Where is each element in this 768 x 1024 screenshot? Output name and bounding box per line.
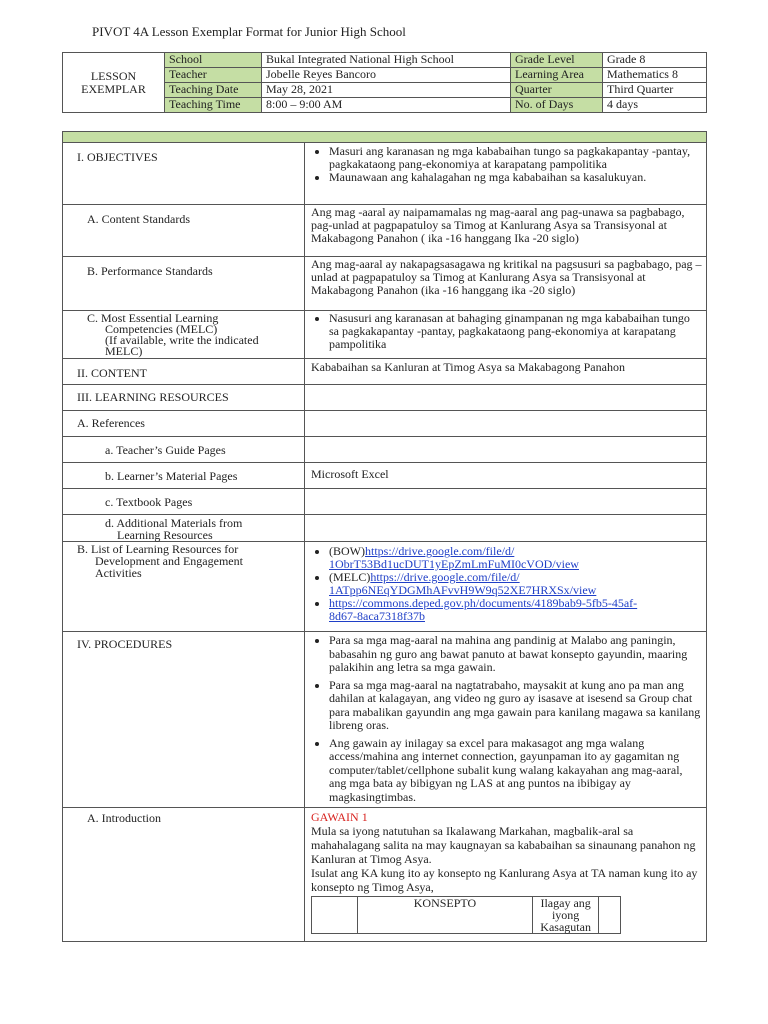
teachers-guide-label: a. Teacher’s Guide Pages [105,443,226,457]
gawain-title: GAWAIN 1 [311,810,368,824]
list-item: • Nasusuri ang karanasan at bahaging ginampanan ng mga kababaihan tungo sa pagkakapantay -pantay, pagkakataong pang-ekonomiya at karapatang pampolitika [329,312,702,351]
introduction-content [305,808,706,934]
grade-level-value: Grade 8 [603,53,707,68]
procedures-list [305,632,706,804]
melc-link[interactable]: https://drive.google.com/file/d/ 1ATpp6NEqYDGMhAFvvH9W9q52XE7HRXSx/view [329,570,597,597]
introduction-paragraph-1: Mula sa iyong natutuhan sa Ikalawang Markahan, magbalik-aral sa mahahalagang salita na may kaugnayan sa kababaihan sa sinaunang panahon ng Kanluran at Timog Asya. [311,824,696,866]
list-item: • (BOW)https://drive.google.com/file/d/ 1ObrT53Bd1ucDUT1yEpZmLmFuMI0cVOD/view [329,545,702,571]
quarter-value: Third Quarter [603,83,707,98]
learning-resources-label: III. LEARNING RESOURCES [77,390,229,404]
additional-materials-label: d. Additional Materials from Learning Resources [105,516,243,542]
deped-commons-link[interactable]: https://commons.deped.gov.ph/documents/4189bab9-5fb5-45af- 8d67-8aca7318f37b [329,596,638,623]
teaching-time-label: Teaching Time [165,98,262,113]
teacher-label: Teacher [165,68,262,83]
introduction-paragraph-2: Isulat ang KA kung ito ay konsepto ng Kanlurang Asya at TA naman kung ito ay konsepto ng Timog Asya, [311,866,698,894]
document-title: PIVOT 4A Lesson Exemplar Format for Junior High School [92,24,406,39]
table-cell [599,897,621,934]
list-item: • Masuri ang karanasan ng mga kababaihan tungo sa pagkakapantay -pantay, pagkakataong pang-ekonomiya at karapatang pampolitika [329,145,702,171]
list-item: • Para sa mga mag-aaral na mahina ang pandinig at Malabo ang paningin, babasahin ng guro ang bawat panuto at bawat konsepto gayundin, maaring palakihin ang letra sa mga gawain. [329,634,702,675]
list-item: • (MELC)https://drive.google.com/file/d/ 1ATpp6NEqYDGMhAFvvH9W9q52XE7HRXSx/view [329,571,702,597]
grade-level-label: Grade Level [511,53,603,68]
konsepto-table [311,896,621,934]
teaching-date-value: May 28, 2021 [262,83,511,98]
school-label: School [165,53,262,68]
table-top-bar [63,132,707,143]
teaching-date-label: Teaching Date [165,83,262,98]
quarter-label: Quarter [511,83,603,98]
content-standards-value: Ang mag -aaral ay naipamamalas ng mag-aaral ang pag-unawa sa pagbabago, pag-unlad at pagpapatuloy sa Timog at Kanlurang Asya sa Transisyonal at Makabagong Panahon ( ika -16 hanggang Ika -20 siglo) [311,205,685,245]
teaching-time-value: 8:00 – 9:00 AM [262,98,511,113]
references-label: A. References [77,416,145,430]
lesson-plan-table [62,131,707,942]
list-item: • Maunawaan ang kahalagahan ng mga kababaihan sa kasalukuyan. [329,171,702,184]
performance-standards-value: Ang mag-aaral ay nakapagsasagawa ng kritikal na pagsusuri sa pagbabago, pag – unlad at pagpapatuloy sa Timog at Kanlurang Asya sa Transisyonal at Makabagong Panahon (ika -16 hanggang ika -20 siglo) [311,257,702,297]
bow-link[interactable]: https://drive.google.com/file/d/ 1ObrT53Bd1ucDUT1yEpZmLmFuMI0cVOD/view [329,544,579,571]
list-item: • Ang gawain ay inilagay sa excel para makasagot ang mga walang access/mahina ang internet connection, gayunpaman ito ay gagamitan ng computer/tablet/cellphone subalit kung walang kakayahan ang mag-aaral, ang mga bata ay bibigyan ng LAS at ang puntos na ibibigay ay magkasingtimbas. [329,737,702,805]
header-table [62,52,707,113]
content-label: II. CONTENT [77,366,147,380]
performance-standards-label: B. Performance Standards [87,264,213,278]
procedures-label: IV. PROCEDURES [77,637,173,651]
melc-label: C. Most Essential Learning Competencies (MELC) (If available, write the indicated MELC) [87,311,259,358]
melc-list [305,311,706,351]
resources-list [305,542,706,623]
introduction-label: A. Introduction [87,811,161,825]
textbook-label: c. Textbook Pages [105,495,193,509]
objectives-label: I. OBJECTIVES [77,150,158,164]
lesson-exemplar-label: LESSON EXEMPLAR [63,53,165,113]
list-resources-label: B. List of Learning Resources for Development and Engagement Activities [77,542,243,580]
objectives-list [305,143,706,184]
list-item: • Para sa mga mag-aaral na nagtatrabaho, maysakit at kung ano pa man ang dahilan at kalagayan, ang video ng guro ay isasave at isesend sa Group chat para mabalikan gayundin ang mga gawain para kanilang magawa sa kanilang libreng oras. [329,679,702,733]
content-standards-label: A. Content Standards [87,212,190,226]
learners-material-label: b. Learner’s Material Pages [105,469,238,483]
content-value: Kababaihan sa Kanluran at Timog Asya sa Makabagong Panahon [311,360,625,374]
konsepto-header: KONSEPTO [357,897,532,934]
table-cell [312,897,358,934]
list-item [329,597,702,623]
teacher-value: Jobelle Reyes Bancoro [262,68,511,83]
learning-area-label: Learning Area [511,68,603,83]
days-value: 4 days [603,98,707,113]
learning-area-value: Mathematics 8 [603,68,707,83]
sagot-header: Ilagay ang iyong Kasagutan [533,897,599,934]
learners-material-value: Microsoft Excel [311,467,389,481]
days-label: No. of Days [511,98,603,113]
school-value: Bukal Integrated National High School [262,53,511,68]
